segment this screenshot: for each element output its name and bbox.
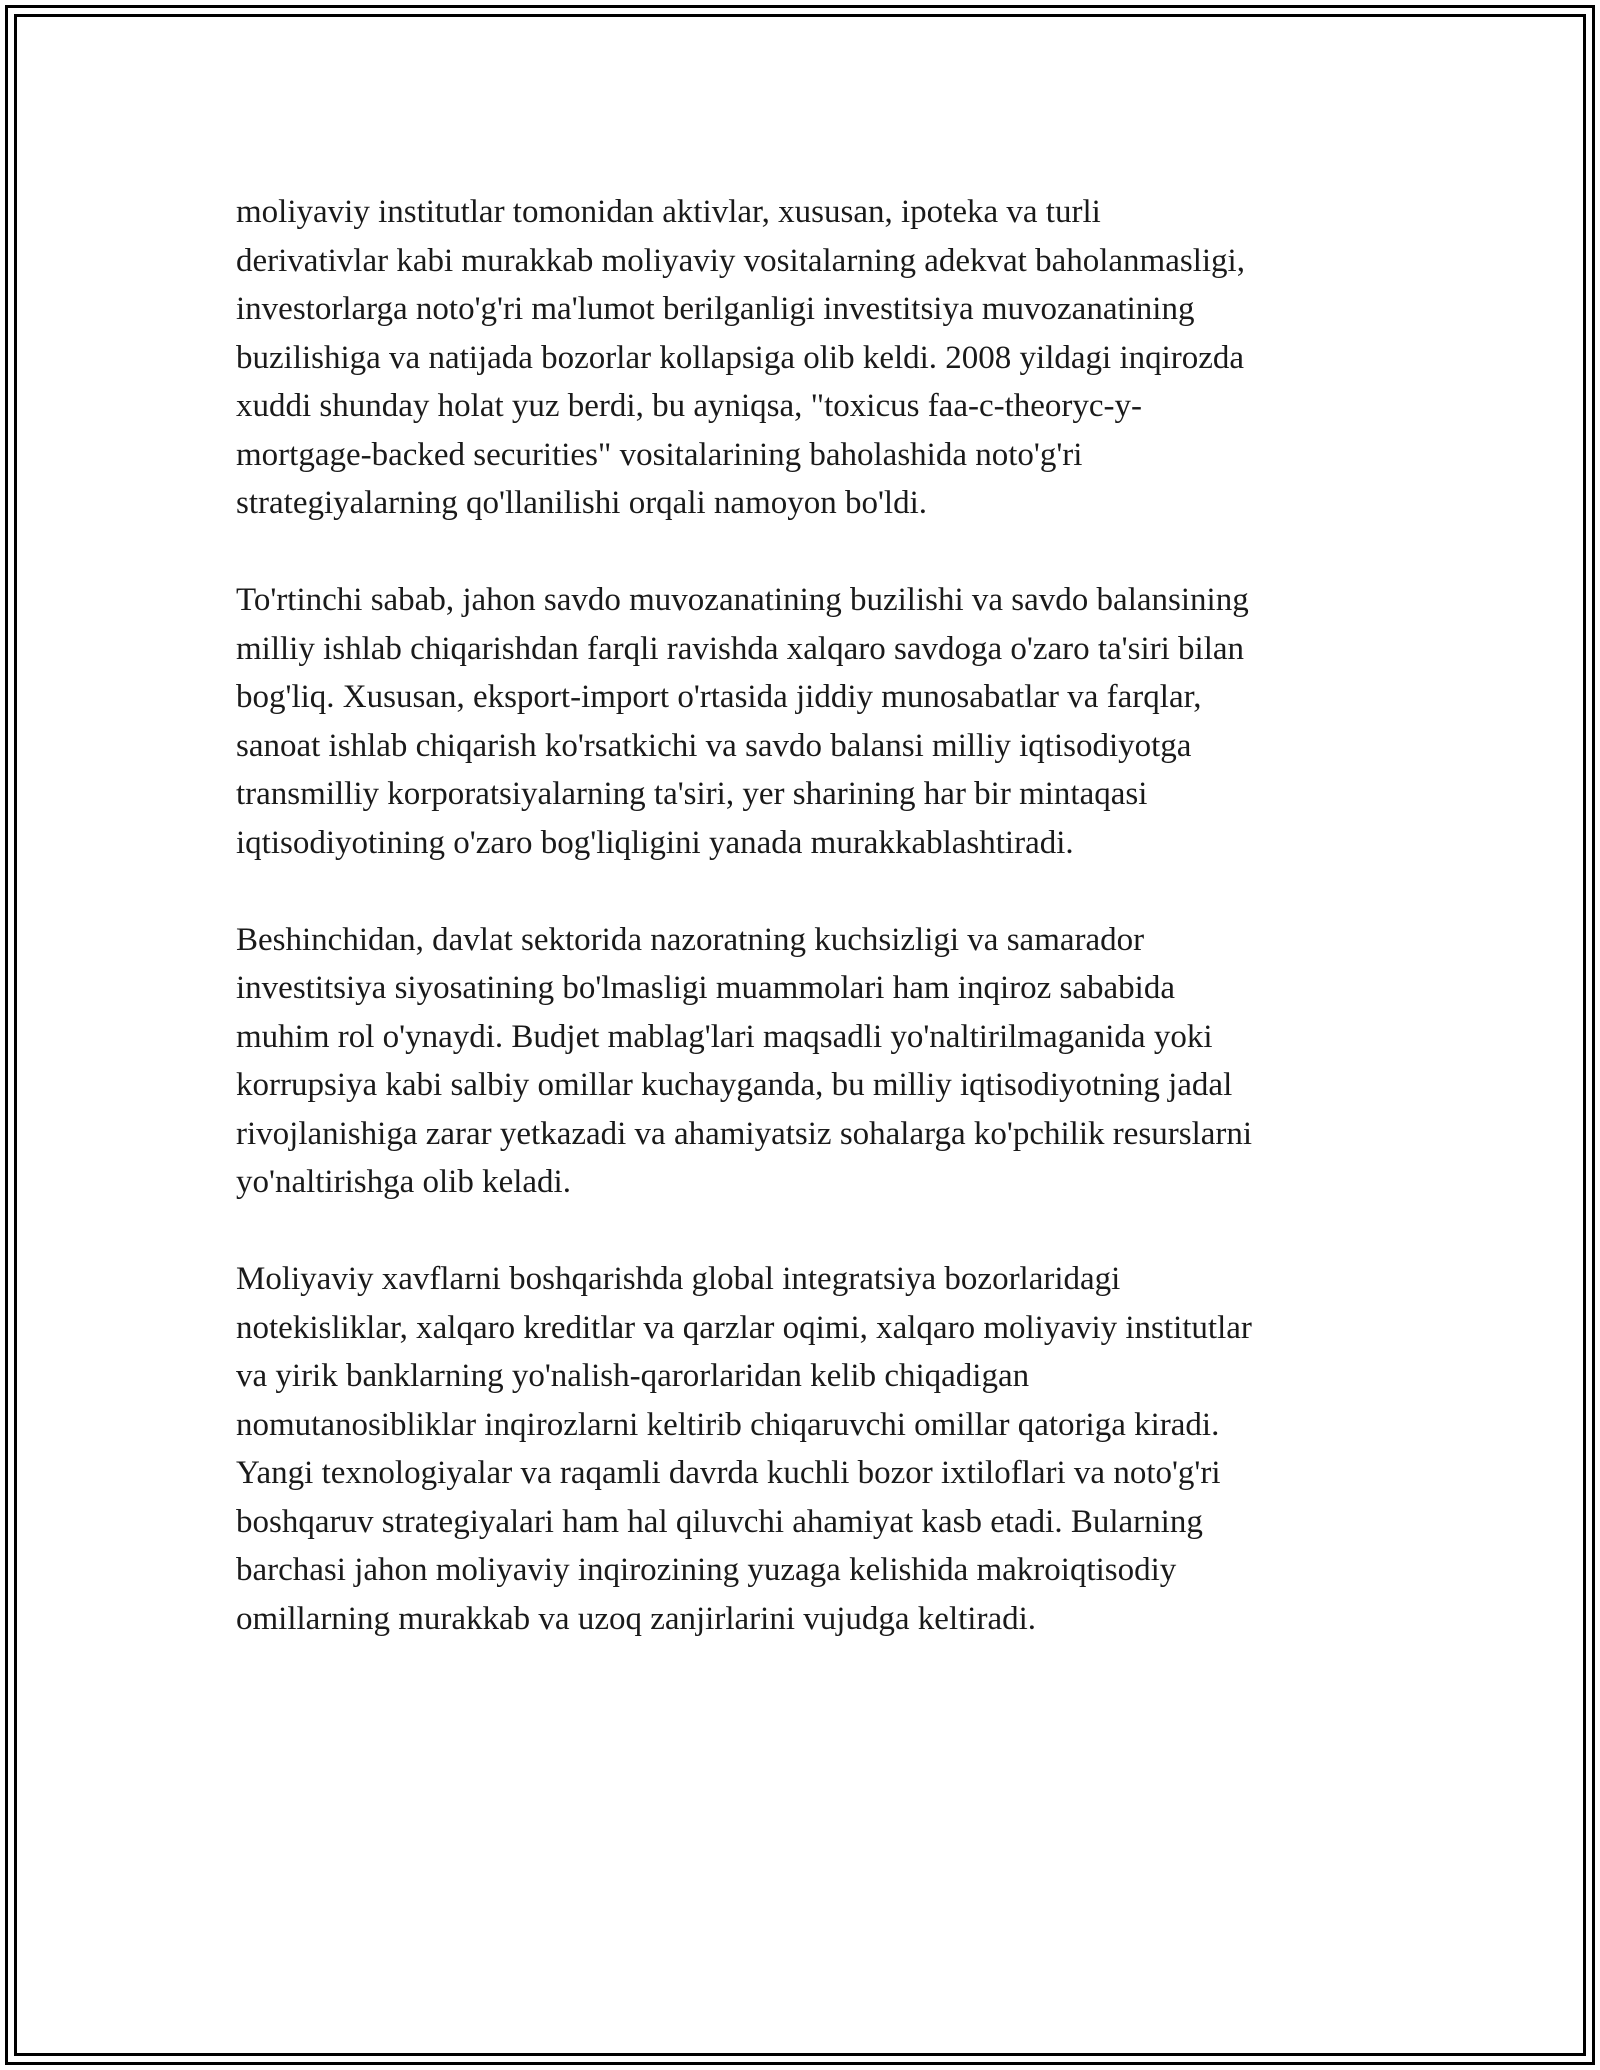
paragraph-1: moliyaviy institutlar tomonidan aktivlar, xususan, ipoteka va turli derivativlar kabi murakkab moliyaviy vositalarning adekvat baholanmasligi, investorlarga noto'g'ri ma'lumot berilganligi investitsiya muvozanatining buzilishiga va natijada bozorlar kollapsiga olib keldi. 2008 yildagi inqirozda xuddi shunday holat yuz berdi, bu ayniqsa, "toxicus faa-c-theoryc-y- mortgage-backed securities" vositalarining baholashida noto'g'ri strategiyalarning qo'llanilishi orqali namoyon bo'ldi. — [236, 194, 1245, 521]
document-body — [236, 188, 1376, 1692]
paragraph-3: Beshinchidan, davlat sektorida nazoratning kuchsizligi va samarador investitsiya siyosatining bo'lmasligi muammolari ham inqiroz sababida muhim rol o'ynaydi. Budjet mablag'lari maqsadli yo'naltirilmaganida yoki korrupsiya kabi salbiy omillar kuchayganda, bu milliy iqtisodiyotning jadal rivojlanishiga zarar yetkazadi va ahamiyatsiz sohalarga ko'pchilik resurslarni yo'naltirishga olib keladi. — [236, 921, 1253, 1200]
paragraph-4: Moliyaviy xavflarni boshqarishda global integratsiya bozorlaridagi notekisliklar, xalqaro kreditlar va qarzlar oqimi, xalqaro moliyaviy institutlar va yirik banklarning yo'nalish-qarorlaridan kelib chiqadigan nomutanosibliklar inqirozlarni keltirib chiqaruvchi omillar qatoriga kiradi. Yangi texnologiyalar va raqamli davrda kuchli bozor ixtiloflari va noto'g'ri boshqaruv strategiyalari ham hal qiluvchi ahamiyat kasb etadi. Bularning barchasi jahon moliyaviy inqirozining yuzaga kelishida makroiqtisodiy omillarning murakkab va uzoq zanjirlarini vujudga keltiradi. — [236, 1261, 1252, 1637]
paragraph-2: To'rtinchi sabab, jahon savdo muvozanatining buzilishi va savdo balansining milliy ishlab chiqarishdan farqli ravishda xalqaro savdoga o'zaro ta'siri bilan bog'liq. Xususan, eksport-import o'rtasida jiddiy munosabatlar va farqlar, sanoat ishlab chiqarish ko'rsatkichi va savdo balansi milliy iqtisodiyotga transmilliy korporatsiyalarning ta'siri, yer sharining har bir mintaqasi iqtisodiyotining o'zaro bog'liqligini yanada murakkablashtiradi. — [236, 582, 1249, 861]
